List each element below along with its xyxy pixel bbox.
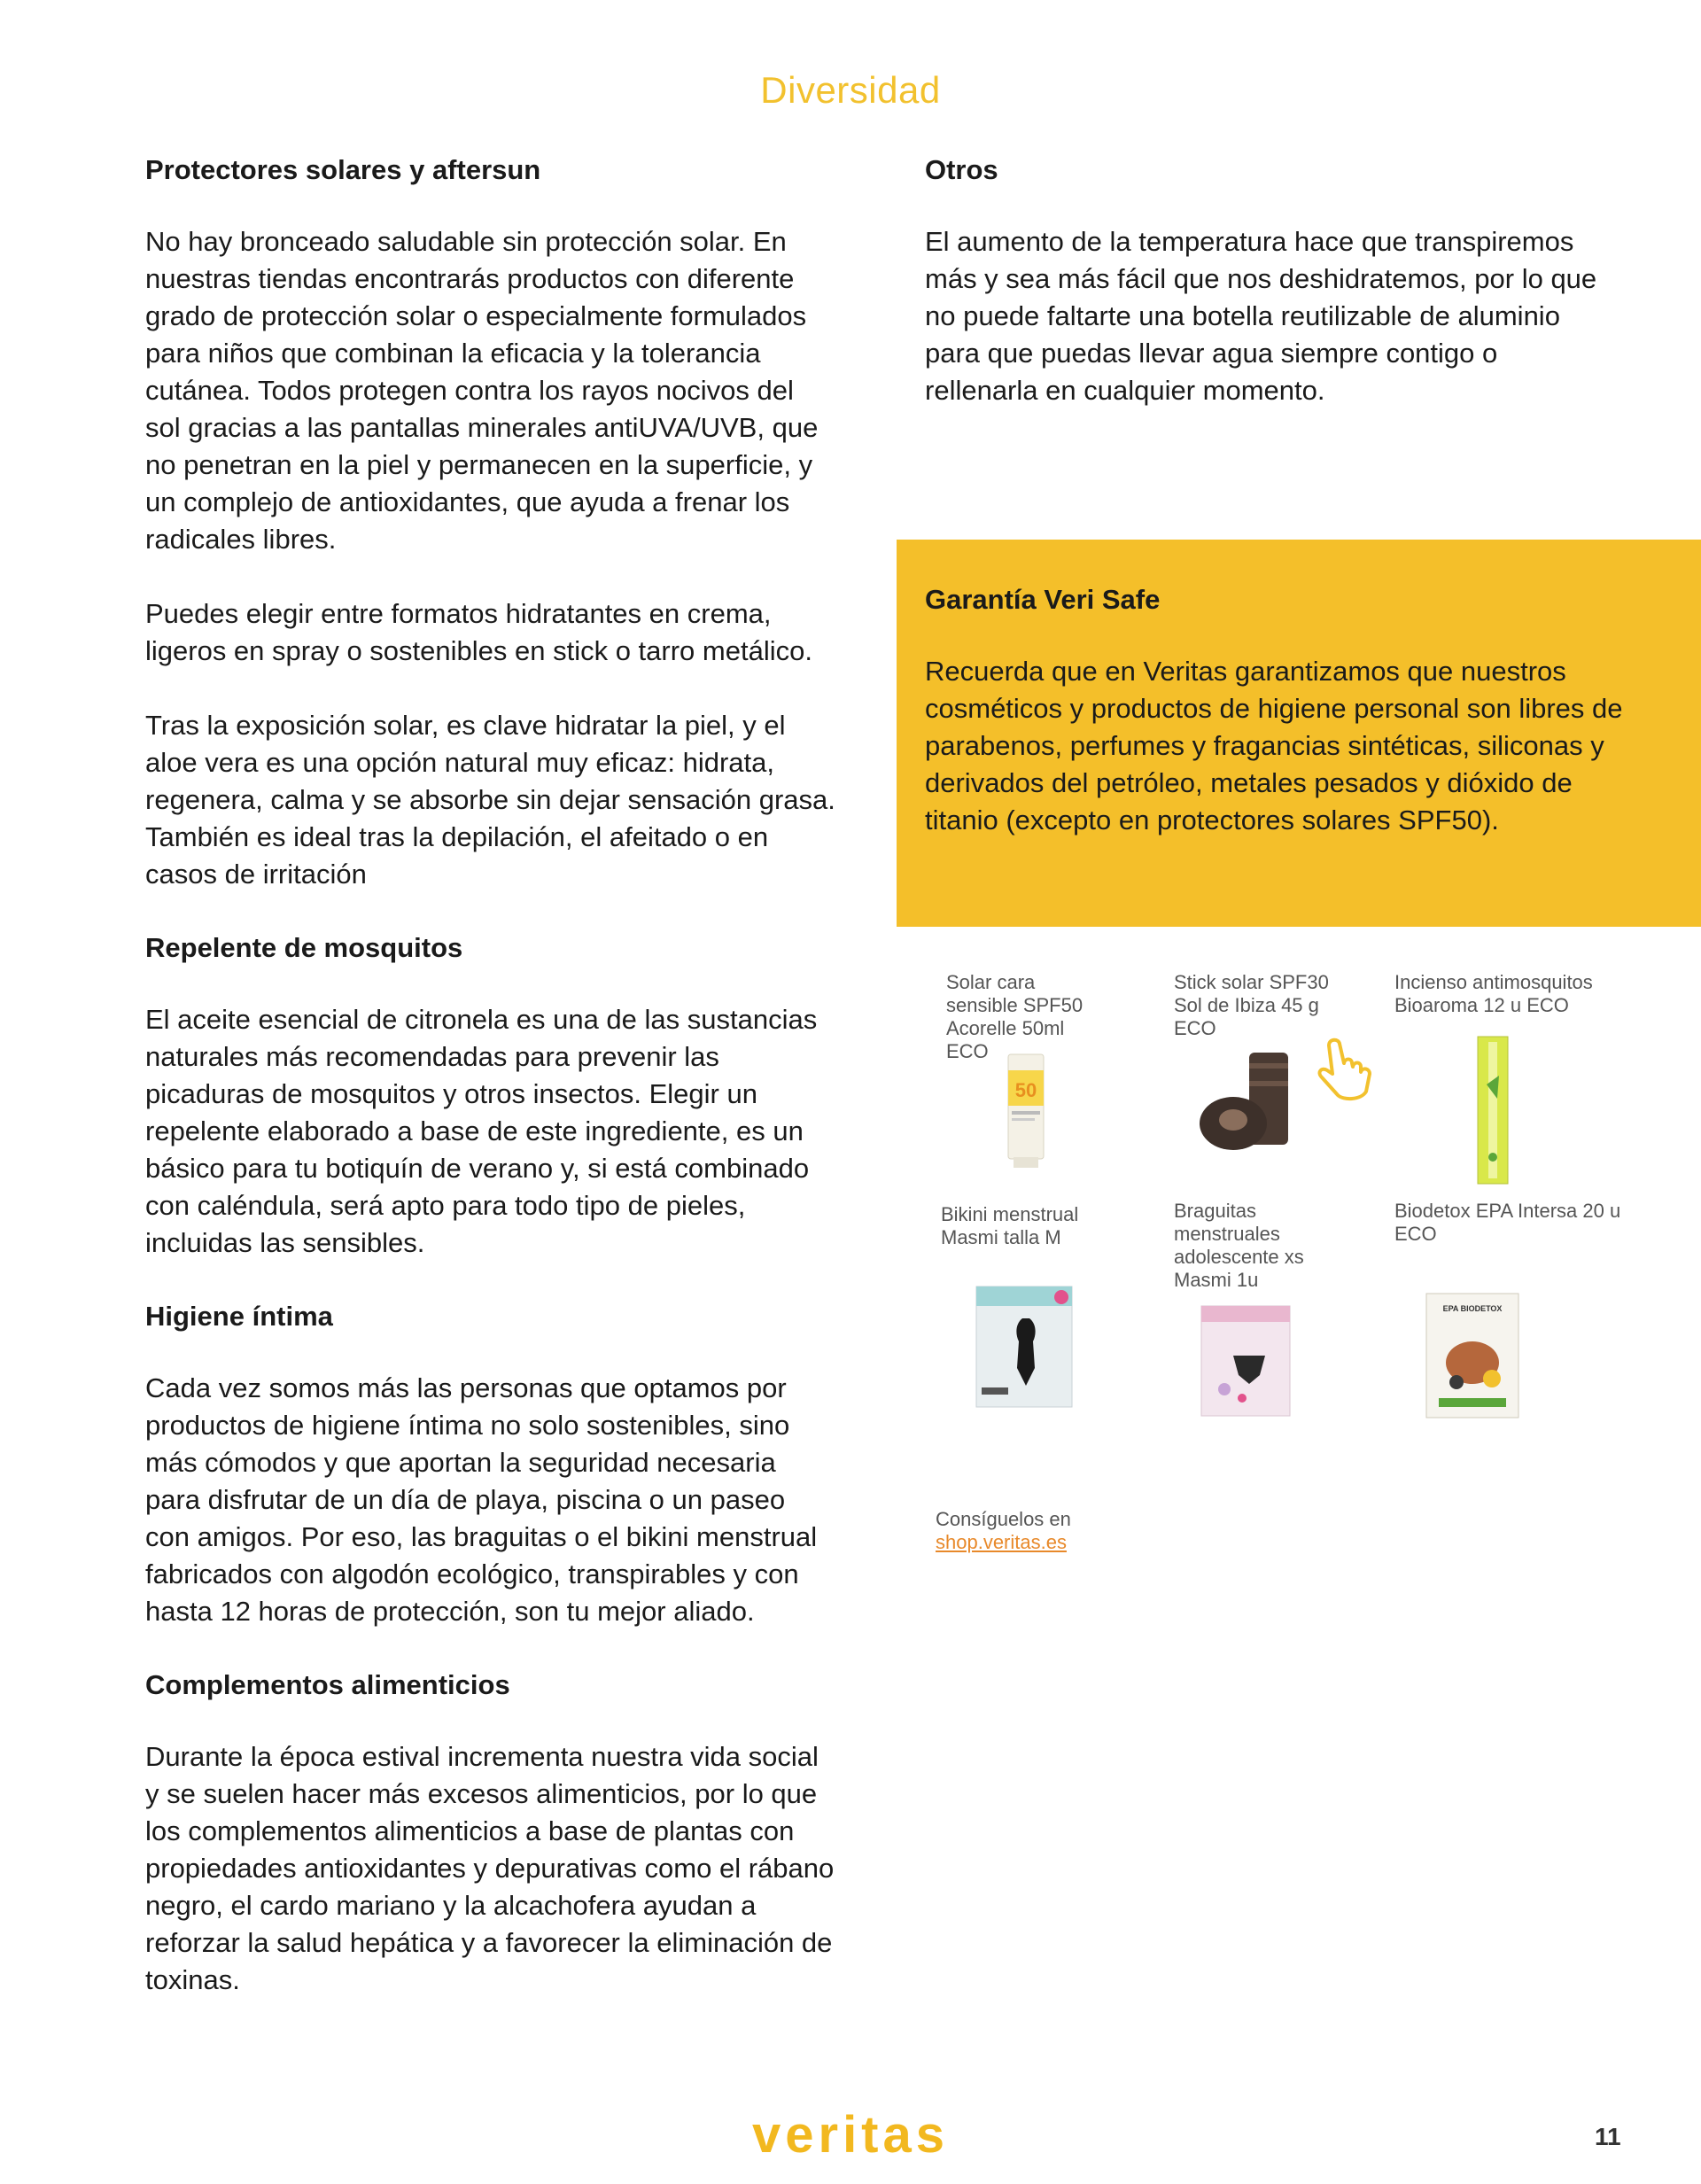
others-paragraph: El aumento de la temperatura hace que transpiremos más y sea más fácil que nos deshidratemos, por lo que no puede faltarte una botella reutilizable de aluminio para que puedas llevar agua siempre contigo o rellenarla en cualquier momento. xyxy=(925,226,1597,406)
product-stick-solar[interactable] xyxy=(1174,971,1351,1040)
others-heading: Otros xyxy=(925,154,998,185)
sunscreen-heading: Protectores solares y aftersun xyxy=(145,154,541,185)
shop-link[interactable]: shop.veritas.es xyxy=(936,1531,1067,1553)
right-column xyxy=(925,151,1616,409)
bikini-box-image[interactable] xyxy=(973,1283,1077,1412)
pointing-hand-icon xyxy=(1309,1035,1380,1106)
mosquito-heading: Repelente de mosquitos xyxy=(145,932,463,963)
mosquito-paragraph: El aceite esencial de citronela es una de las sustancias naturales más recomendadas para prevenir las picaduras de mosquitos y otros insectos. Elegir un repelente elaborado a base de este ingrediente, es un básico para tu botiquín de verano y, si está combinado con caléndula, será apto para todo tipo de pieles, incluidas las sensibles. xyxy=(145,1004,818,1258)
product-bikini-menstrual[interactable] xyxy=(941,1203,1118,1249)
product-name: Bikini menstrual Masmi talla M xyxy=(941,1203,1079,1248)
left-column xyxy=(145,151,836,1999)
page-number: 11 xyxy=(1595,2123,1621,2150)
shop-cta xyxy=(936,1508,1071,1554)
veritas-logo: veritas xyxy=(751,2106,950,2160)
biodetox-box-image[interactable] xyxy=(1421,1290,1526,1423)
biodetox-box-label: EPA BIODETOX xyxy=(1442,1304,1503,1313)
product-braguitas-menstruales[interactable] xyxy=(1174,1200,1351,1292)
guarantee-paragraph: Recuerda que en Veritas garantizamos que nuestros cosméticos y productos de higiene personal son libres de parabenos, perfumes y fragancias sintéticas, siliconas y derivados del petróleo, metales pesados y dióxido de titanio (excepto en protectores solares SPF50). xyxy=(925,656,1623,836)
intimate-heading: Higiene íntima xyxy=(145,1301,333,1332)
sunscreen-paragraph-1: No hay bronceado saludable sin protección solar. En nuestras tiendas encontrarás productos con diferente grado de protección solar o especialmente formulados para niños que combinan la eficacia y la tolerancia cutánea. Todos protegen contra los rayos nocivos del sol gracias a las pantallas minerales antiUVA/UVB, que no penetran en la piel y permanecen en la superficie, y un complejo de antioxidantes, que ayuda a frenar los radicales libres. xyxy=(145,226,819,555)
page-title: Diversidad xyxy=(760,69,941,111)
product-incienso[interactable] xyxy=(1394,971,1634,1017)
sunscreen-tube-image[interactable] xyxy=(999,1051,1052,1171)
tube-spf-label: 50 xyxy=(1014,1079,1037,1101)
sunscreen-paragraph-3: Tras la exposición solar, es clave hidratar la piel, y el aloe vera es una opción natural muy eficaz: hidrata, regenera, calma y se absorbe sin dejar sensación grasa. También es ideal tras la depilación, el afeitado o en casos de irritación xyxy=(145,710,835,890)
product-name: Biodetox EPA Intersa 20 u ECO xyxy=(1394,1200,1621,1245)
intimate-paragraph: Cada vez somos más las personas que optamos por productos de higiene íntima no solo sostenibles, sino más cómodos y que aportan la seguridad necesaria para disfrutar de un día de playa, piscina o un paseo con amigos. Por eso, las braguitas o el bikini menstrual fabricados con algodón ecológico, transpirables y con hasta 12 horas de protección, son tu mejor aliado. xyxy=(145,1372,818,1627)
sunscreen-paragraph-2: Puedes elegir entre formatos hidratantes en crema, ligeros en spray o sostenibles en stick o tarro metálico. xyxy=(145,598,812,666)
product-name: Stick solar SPF30 Sol de Ibiza 45 g ECO xyxy=(1174,971,1329,1039)
braguitas-box-image[interactable] xyxy=(1198,1302,1295,1421)
incense-box-image[interactable] xyxy=(1471,1033,1515,1189)
product-name: Incienso antimosquitos Bioaroma 12 u ECO xyxy=(1394,971,1593,1016)
stick-solar-image[interactable] xyxy=(1187,1045,1311,1161)
supplements-heading: Complementos alimenticios xyxy=(145,1669,510,1700)
product-biodetox[interactable] xyxy=(1394,1200,1625,1246)
product-solar-cara[interactable] xyxy=(946,971,1106,1063)
shop-cta-label: Consíguelos en xyxy=(936,1508,1071,1530)
product-name: Solar cara sensible SPF50 Acorelle 50ml ECO xyxy=(946,971,1084,1062)
guarantee-heading: Garantía Veri Safe xyxy=(925,584,1161,615)
guarantee-box xyxy=(897,540,1701,927)
product-name: Braguitas menstruales adolescente xs Masmi 1u xyxy=(1174,1200,1304,1291)
supplements-paragraph: Durante la época estival incrementa nuestra vida social y se suelen hacer más excesos alimenticios, por lo que los complementos alimenticios a base de plantas con propiedades antioxidantes y depurativas como el rábano negro, el cardo mariano y la alcachofera ayudan a reforzar la salud hepática y a favorecer la eliminación de toxinas. xyxy=(145,1741,835,1995)
